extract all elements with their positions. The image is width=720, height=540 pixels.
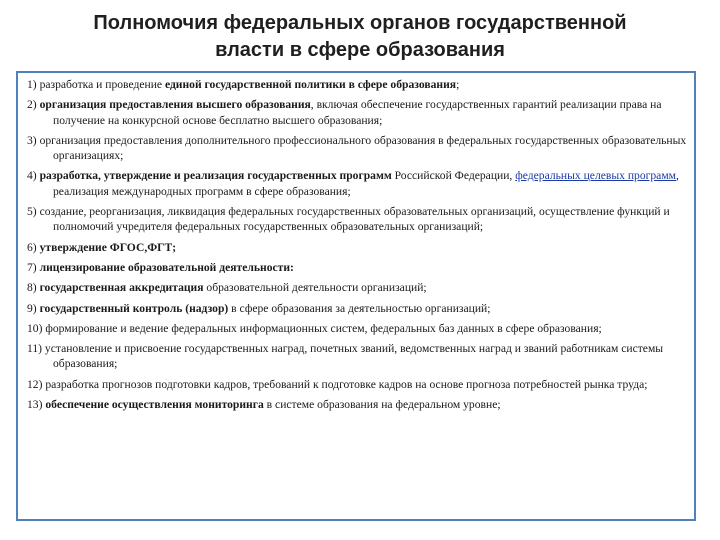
list-item-13	[27, 397, 690, 412]
item-text: в сфере образования за деятельностью организаций;	[228, 301, 491, 315]
item-text: организация предоставления дополнительного профессионального образования в федеральных государственных образовательных организациях;	[36, 133, 687, 163]
list-item-6	[27, 240, 690, 255]
federal-programs-link[interactable]: федеральных целевых программ	[515, 169, 677, 183]
item-text: разработка прогнозов подготовки кадров, требований к подготовке кадров на основе прогноза потребностей рынка труда;	[42, 377, 648, 391]
item-number: 9)	[27, 301, 37, 315]
item-number: 6)	[27, 240, 37, 254]
item-bold-text: государственная аккредитация	[39, 281, 204, 295]
slide-title	[0, 10, 720, 64]
item-text: , реализация международных программ в сфере образования;	[53, 169, 679, 198]
item-text: в системе образования на федеральном уровне;	[263, 398, 501, 412]
list-item-10	[27, 321, 690, 336]
title-line-2: власти в сфере образования	[215, 39, 505, 61]
item-text: формирование и ведение федеральных информационных систем, федеральных баз данных в сфере образования;	[42, 321, 602, 335]
item-number: 12)	[27, 377, 43, 391]
item-number: 7)	[27, 260, 37, 274]
item-number: 4)	[27, 169, 37, 183]
list-item-5	[27, 204, 690, 235]
item-number: 10)	[27, 321, 43, 335]
item-bold-text: организация предоставления высшего образования	[39, 98, 311, 112]
list-item-7	[27, 260, 690, 275]
list-item-12	[27, 377, 690, 392]
item-number: 13)	[27, 398, 43, 412]
list-item-8	[27, 280, 690, 295]
item-bold-text: утверждение ФГОС,ФГТ;	[39, 240, 177, 254]
item-text: создание, реорганизация, ликвидация федеральных государственных образовательных организаций, осуществление функций и полномочий учредителя федеральных государственных образовательных организаций;	[36, 205, 670, 234]
item-text: установление и присвоение государственных наград, почетных званий, ведомственных наград и званий работникам системы образования;	[42, 342, 664, 371]
list-item-1	[27, 77, 690, 92]
item-bold-text: разработка, утверждение и реализация государственных программ	[39, 169, 392, 183]
item-text: образовательной деятельности организаций;	[203, 281, 427, 295]
item-number: 2)	[27, 98, 37, 112]
title-line-1: Полномочия федеральных органов государственной	[93, 12, 627, 34]
list-item-11	[27, 341, 690, 372]
item-number: 1)	[27, 78, 37, 91]
item-number: 11)	[27, 342, 43, 356]
item-text: разработка и проведение	[36, 78, 165, 91]
list-item-2	[27, 97, 690, 128]
list-item-9	[27, 301, 690, 316]
item-bold-text: обеспечение осуществления мониторинга	[45, 398, 264, 412]
list-item-4	[27, 168, 690, 199]
item-number: 5)	[27, 205, 37, 219]
item-bold-text: лицензирование образовательной деятельности:	[39, 260, 294, 274]
item-number: 8)	[27, 281, 37, 295]
list-item-3	[27, 133, 690, 164]
item-bold-text: единой государственной политики в сфере образования	[164, 78, 457, 91]
item-number: 3)	[27, 133, 37, 147]
item-text: , включая обеспечение государственных гарантий реализации права на получение на конкурсной основе бесплатно высшего образования;	[53, 98, 662, 127]
item-bold-text: государственный контроль (надзор)	[39, 301, 229, 315]
item-text: Российской Федерации,	[391, 169, 516, 183]
item-text: ;	[456, 78, 460, 91]
powers-list-box	[16, 71, 696, 521]
